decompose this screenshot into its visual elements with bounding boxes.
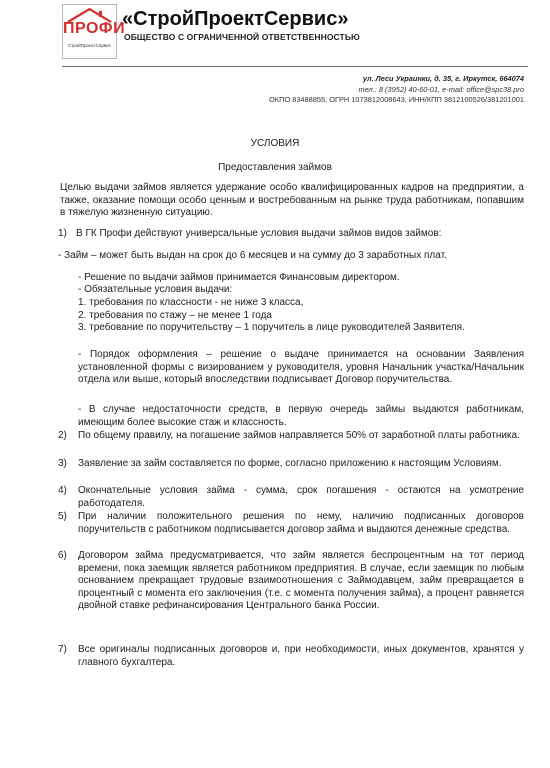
company-type: ОБЩЕСТВО С ОГРАНИЧЕННОЙ ОТВЕТСТВЕННОСТЬЮ	[124, 32, 360, 42]
decision-text: - Решение по выдачи займов принимается Финансовым директором.	[78, 272, 400, 283]
item-number-3: 3)	[58, 458, 67, 469]
condition-2: 2. требования по стажу – не менее 1 года	[78, 310, 272, 321]
insufficient-funds-paragraph: - В случае недостаточности средств, в первую очередь займы выдаются работникам, имеющим более высокие стаж и классность.	[78, 404, 524, 428]
item-number-7: 7)	[58, 644, 67, 655]
item-number-4: 4)	[58, 485, 67, 496]
company-name: «СтройПроектСервис»	[122, 8, 349, 30]
condition-3: 3. требование по поручительству – 1 поручитель в лице руководителей Заявителя.	[78, 322, 465, 333]
item-6-text: Договором займа предусматривается, что займ является беспроцентным на тот период времени, пока заемщик является работником предприятия. В случае, если заемщик по любым основанием прекращает трудовые взаимоотношения с Займодавцем, займ превращается в процентный с момента его заключения (т.е. с момента получения займа), а процент равняется двойной ставке рефинансирования Центрального банка России.	[78, 550, 524, 612]
item-5-text: При наличии положительного решения по нему, наличию подписанных договоров поручительств с работником подписывается договор займа и выдаются денежные средства.	[78, 511, 524, 535]
conditions-title: - Обязательные условия выдачи:	[78, 284, 233, 295]
procedure-paragraph: - Порядок оформления – решение о выдаче принимается на основании Заявления установленной формы с визированием у руководителя, уровня Начальник участка/Начальник отдела или выше, который впоследствии подписывает Договор поручительства.	[78, 349, 524, 386]
item-2-text: По общему правилу, на погашение займов направляется 50% от заработной платы работника.	[78, 430, 520, 441]
logo-subtext: СтройПроектСервис	[67, 43, 112, 48]
loan-terms: - Займ – может быть выдан на срок до 6 месяцев и на сумму до 3 заработных плат.	[58, 250, 447, 261]
logo-mark: ПРОФИ	[63, 20, 126, 37]
company-contacts	[269, 74, 524, 106]
item-1-text: В ГК Профи действуют универсальные условия выдачи займов видов займов:	[76, 228, 442, 239]
company-phone-email: тел.: 8 (3952) 40-60-01, e-mail: office@spc38.pro	[358, 84, 524, 94]
item-3-text: Заявление за займ составляется по форме, согласно приложению к настоящим Условиям.	[78, 458, 502, 469]
company-registration: ОКПО 83488855, ОГРН 1073812008643, ИНН/КПП 3812100526/381201001	[269, 95, 524, 104]
company-logo	[62, 4, 126, 59]
header-divider	[62, 66, 528, 67]
company-address: ул. Леси Украинки, д. 35, г. Иркутск, 664074	[362, 74, 524, 83]
item-number-1: 1)	[58, 228, 67, 239]
item-number-6: 6)	[58, 550, 67, 561]
document-title: УСЛОВИЯ	[250, 138, 300, 149]
document-subtitle: Предоставления займов	[218, 162, 332, 173]
condition-1: 1. требования по классности - не ниже 3 класса,	[78, 297, 304, 308]
item-number-2: 2)	[58, 430, 67, 441]
item-number-5: 5)	[58, 511, 67, 522]
item-4-text: Окончательные условия займа - сумма, срок погашения - остаются на усмотрение работодателя.	[78, 485, 524, 509]
intro-paragraph: Целью выдачи займов является удержание особо квалифицированных кадров на предприятии, а также, оказание помощи особо ценным и востребованным на рынке труда работникам, попавшим в тяжелую жизненную ситуацию.	[60, 182, 524, 219]
item-7-text: Все оригиналы подписанных договоров и, при необходимости, иных документов, хранятся у главного бухгалтера.	[78, 644, 524, 668]
